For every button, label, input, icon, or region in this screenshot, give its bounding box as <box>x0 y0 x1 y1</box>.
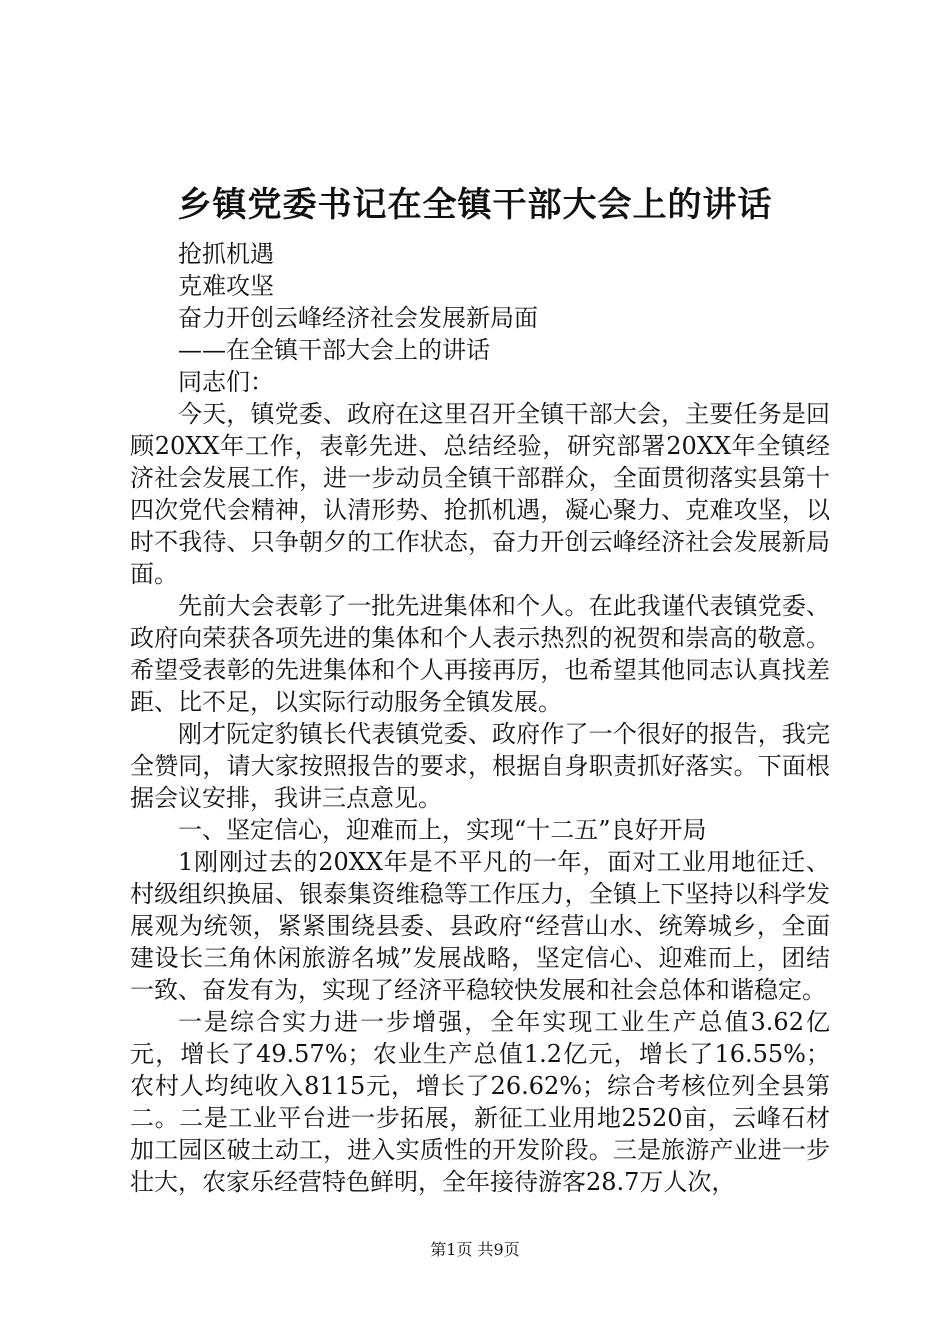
subtitle-line-1: 抢抓机遇 <box>178 240 274 268</box>
subtitle-line-3: 奋力开创云峰经济社会发展新局面 <box>178 304 538 332</box>
body-paragraph: 今天，镇党委、政府在这里召开全镇干部大会，主要任务是回顾20XX年工作，表彰先进、总结经验，研究部署20XX年全镇经济社会发展工作，进一步动员全镇干部群众，全面贯彻落实县第十四次党代会精神，认清形势、抢抓机遇，凝心聚力、克难攻坚，以时不我待、只争朝夕的工作状态，奋力开创云峰经济社会发展新局面。 <box>130 400 830 588</box>
document-title: 乡镇党委书记在全镇干部大会上的讲话 <box>177 185 773 225</box>
document-body <box>130 238 830 1198</box>
page-footer: 第1页 共9页 <box>430 1240 520 1259</box>
body-paragraph: 先前大会表彰了一批先进集体和个人。在此我谨代表镇党委、政府向荣获各项先进的集体和个人表示热烈的祝贺和崇高的敬意。希望受表彰的先进集体和个人再接再厉，也希望其他同志认真找差距、比不足，以实际行动服务全镇发展。 <box>130 592 830 716</box>
body-paragraph: 一是综合实力进一步增强，全年实现工业生产总值3.62亿元，增长了49.57%；农业生产总值1.2亿元，增长了16.55%；农村人均纯收入8115元，增长了26.62%；综合考核位列全县第二。二是工业平台进一步拓展，新征工业用地2520亩，云峰石材加工园区破土动工，进入实质性的开发阶段。三是旅游产业进一步壮大，农家乐经营特色鲜明，全年接待游客28.7万人次， <box>130 1008 830 1196</box>
body-paragraph: 刚才阮定豹镇长代表镇党委、政府作了一个很好的报告，我完全赞同，请大家按照报告的要求，根据自身职责抓好落实。下面根据会议安排，我讲三点意见。 <box>130 720 830 812</box>
section-heading: 一、坚定信心，迎难而上，实现“十二五”良好开局 <box>178 816 707 844</box>
subtitle-line-4: ——在全镇干部大会上的讲话 <box>178 336 490 364</box>
salutation: 同志们： <box>178 368 274 396</box>
body-paragraph: 1刚刚过去的20XX年是不平凡的一年，面对工业用地征迁、村级组织换届、银泰集资维稳等工作压力，全镇上下坚持以科学发展观为统领，紧紧围绕县委、县政府“经营山水、统筹城乡，全面建设长三角休闲旅游名城”发展战略，坚定信心、迎难而上，团结一致、奋发有为，实现了经济平稳较快发展和社会总体和谐稳定。 <box>130 848 830 1004</box>
subtitle-line-2: 克难攻坚 <box>178 272 274 300</box>
